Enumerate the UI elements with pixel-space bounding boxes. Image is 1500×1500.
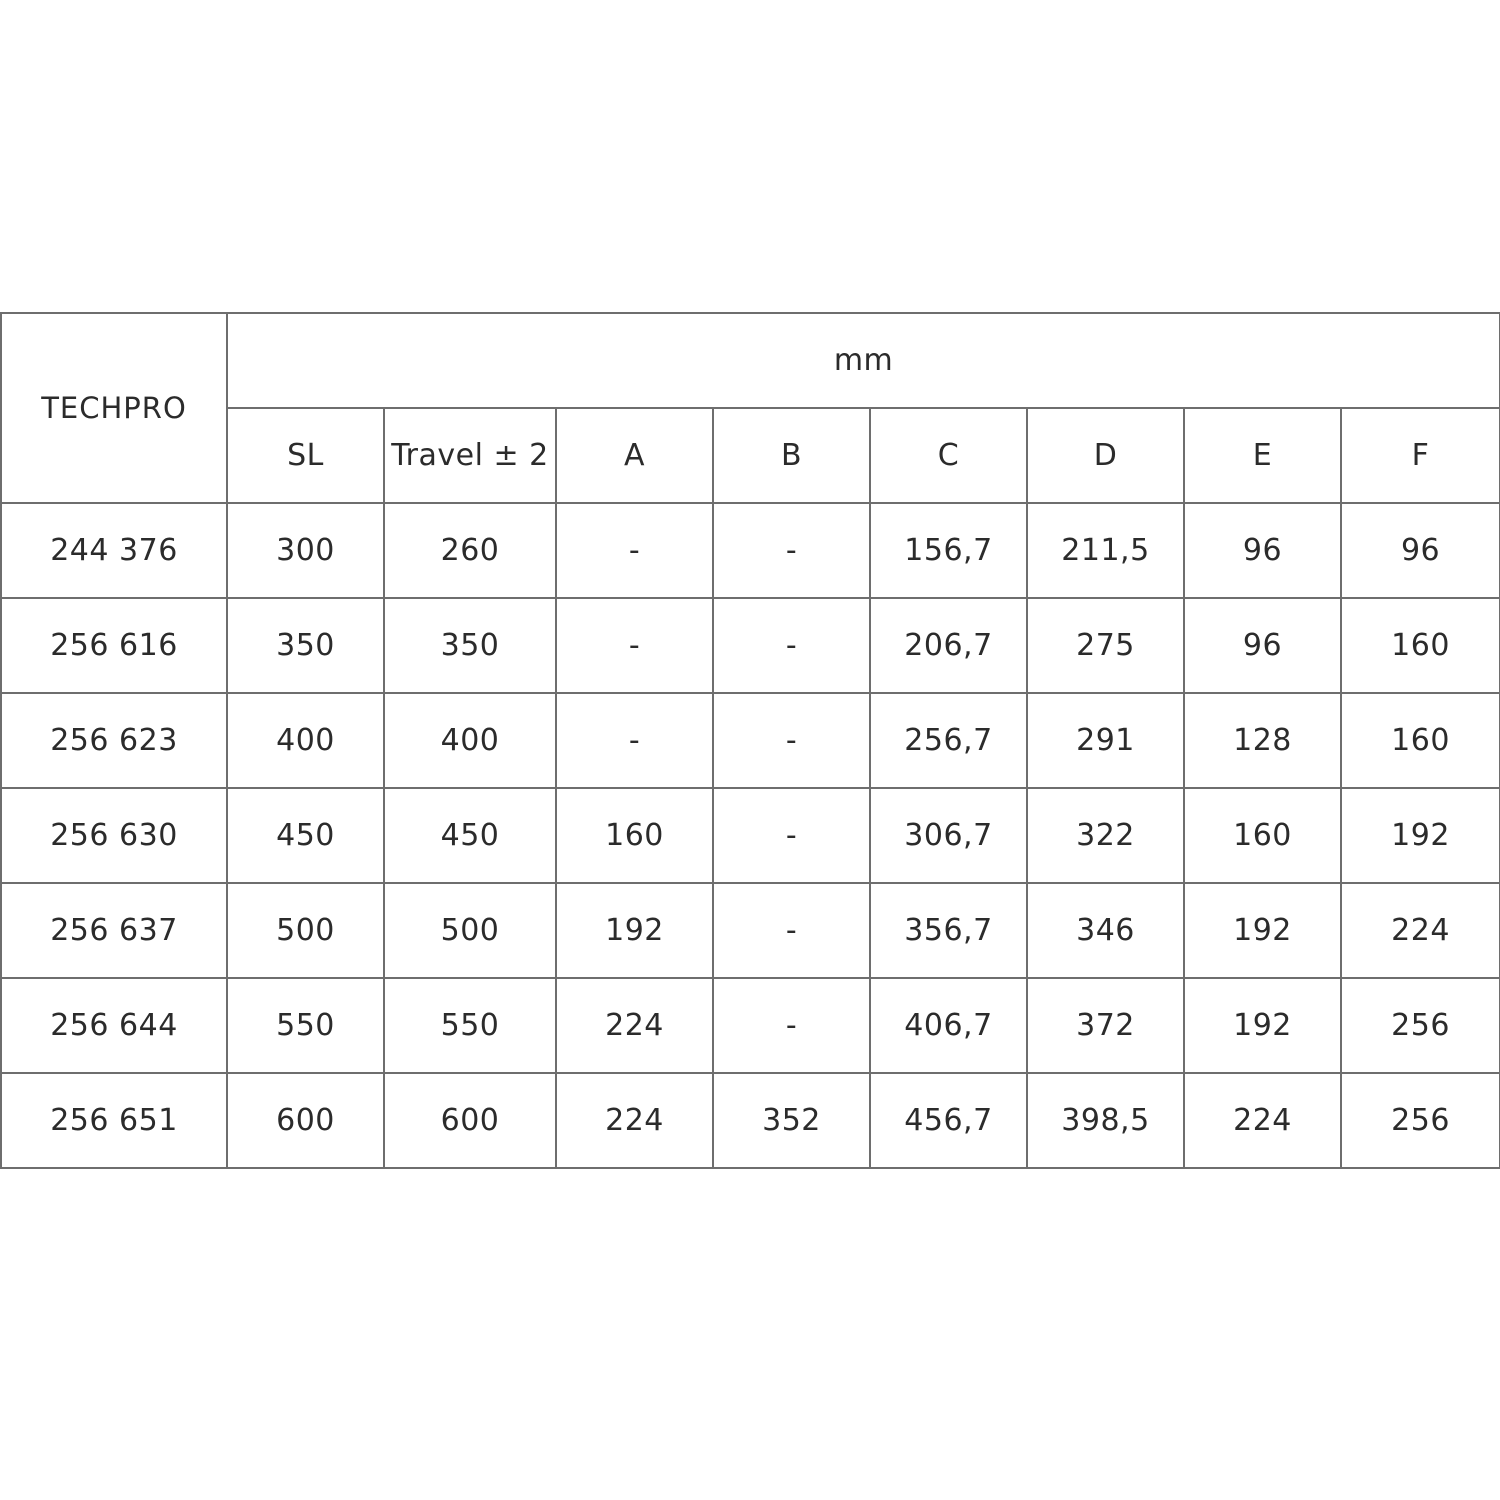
travel-cell: 500 [384,883,556,978]
table-row [1,1073,1500,1168]
c-cell: 306,7 [870,788,1027,883]
column-header-e: E [1184,408,1341,503]
d-cell: 211,5 [1027,503,1184,598]
column-header-b: B [713,408,870,503]
f-cell: 224 [1341,883,1500,978]
table-row [1,598,1500,693]
c-cell: 256,7 [870,693,1027,788]
article-number-cell: 244 376 [1,503,227,598]
d-cell: 291 [1027,693,1184,788]
e-cell: 128 [1184,693,1341,788]
table-row [1,883,1500,978]
article-number-cell: 256 637 [1,883,227,978]
a-cell: 192 [556,883,713,978]
f-cell: 160 [1341,693,1500,788]
b-cell: 352 [713,1073,870,1168]
b-cell: - [713,503,870,598]
c-cell: 456,7 [870,1073,1027,1168]
travel-cell: 350 [384,598,556,693]
f-cell: 160 [1341,598,1500,693]
c-cell: 206,7 [870,598,1027,693]
d-cell: 275 [1027,598,1184,693]
b-cell: - [713,788,870,883]
column-header-travel: Travel ± 2 [384,408,556,503]
unit-header: mm [227,313,1500,408]
c-cell: 156,7 [870,503,1027,598]
e-cell: 96 [1184,503,1341,598]
travel-cell: 400 [384,693,556,788]
b-cell: - [713,693,870,788]
sl-cell: 600 [227,1073,384,1168]
f-cell: 96 [1341,503,1500,598]
c-cell: 356,7 [870,883,1027,978]
e-cell: 96 [1184,598,1341,693]
travel-cell: 600 [384,1073,556,1168]
article-number-cell: 256 616 [1,598,227,693]
a-cell: 224 [556,1073,713,1168]
article-number-cell: 256 644 [1,978,227,1073]
brand-header: TECHPRO [1,313,227,503]
d-cell: 322 [1027,788,1184,883]
d-cell: 372 [1027,978,1184,1073]
e-cell: 224 [1184,1073,1341,1168]
e-cell: 192 [1184,978,1341,1073]
b-cell: - [713,978,870,1073]
sl-cell: 500 [227,883,384,978]
a-cell: - [556,503,713,598]
article-number-cell: 256 651 [1,1073,227,1168]
f-cell: 192 [1341,788,1500,883]
d-cell: 346 [1027,883,1184,978]
travel-cell: 450 [384,788,556,883]
article-number-cell: 256 623 [1,693,227,788]
table-header-row-units [1,313,1500,408]
article-number-cell: 256 630 [1,788,227,883]
f-cell: 256 [1341,978,1500,1073]
b-cell: - [713,598,870,693]
a-cell: 224 [556,978,713,1073]
a-cell: - [556,693,713,788]
a-cell: 160 [556,788,713,883]
d-cell: 398,5 [1027,1073,1184,1168]
sl-cell: 550 [227,978,384,1073]
sl-cell: 450 [227,788,384,883]
e-cell: 192 [1184,883,1341,978]
b-cell: - [713,883,870,978]
column-header-f: F [1341,408,1500,503]
travel-cell: 260 [384,503,556,598]
c-cell: 406,7 [870,978,1027,1073]
dimensions-table [0,312,1500,1169]
travel-cell: 550 [384,978,556,1073]
sl-cell: 350 [227,598,384,693]
sl-cell: 400 [227,693,384,788]
sl-cell: 300 [227,503,384,598]
column-header-c: C [870,408,1027,503]
table-row [1,693,1500,788]
table-row [1,788,1500,883]
table-row [1,978,1500,1073]
e-cell: 160 [1184,788,1341,883]
column-header-a: A [556,408,713,503]
column-header-d: D [1027,408,1184,503]
f-cell: 256 [1341,1073,1500,1168]
a-cell: - [556,598,713,693]
table-row [1,503,1500,598]
column-header-sl: SL [227,408,384,503]
